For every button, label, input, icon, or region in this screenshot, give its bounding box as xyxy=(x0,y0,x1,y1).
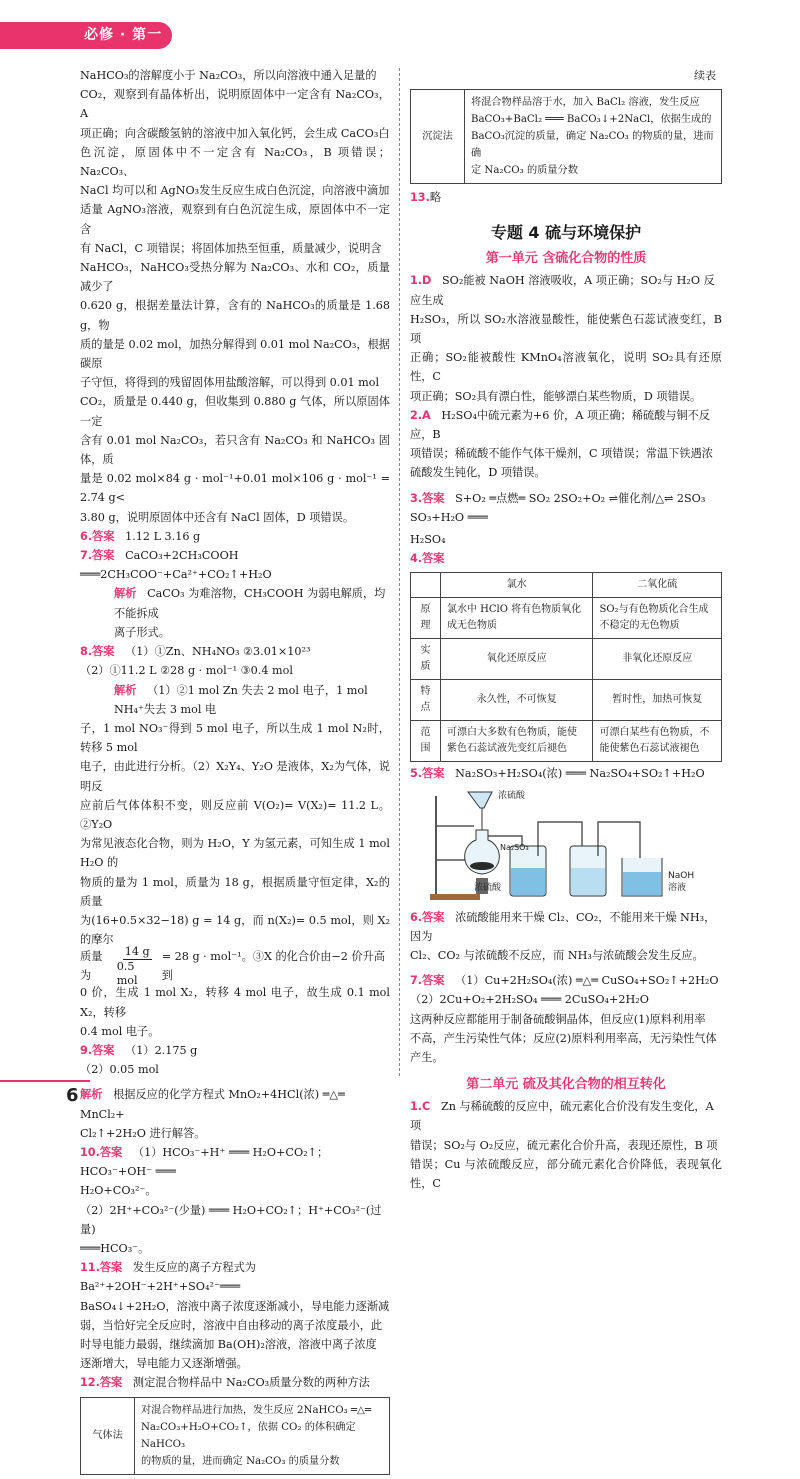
q9-explanation: 解析 根据反应的化学方程式 MnO₂+4HCl(浓) ═△═ MnCl₂+ xyxy=(80,1088,345,1121)
table-row: 沉淀法 将混合物样品溶于水，加入 BaCl₂ 溶液，发生反应 BaCO₃+BaCl₂ ═══ BaCO₃↓+2NaCl，依据生成的 BaCO₃沉淀的质量，确定 Na₂CO₃ 的物质的量，进而确 定 Na₂CO₃ 的质量分数 xyxy=(411,90,722,184)
right-column: 续表 沉淀法 将混合物样品溶于水，加入 BaCl₂ 溶液，发生反应 BaCO₃+BaCl₂ ═══ BaCO₃↓+2NaCl，依据生成的 BaCO₃沉淀的质量，确定 Na₂CO₃ 的物质的量，进而确 定 Na₂CO₃ 的质量分数 13.略 专题 4 硫与环境保护 第一单元 含硫化合物的性质 1.D SO₂能被 NaOH 溶液吸收，A 项正确；SO₂与 H₂O 反应生成 H₂SO₃，所以 SO₂水溶液显酸性，能使紫色石蕊试液变红，B 项 正确；SO₂能被酸性 KMnO₄溶液氧化，说明 SO₂具有还原性，C 项正确；SO₂具有漂白性，能够漂白某些物质，D 项错误。 2.A H₂SO₄中硫元素为+6 价，A 项正确；稀硫酸与铜不反应，B 项错误；稀硫酸不能作气体干燥剂，C 项错误；常温下铁遇浓 硫酸发生钝化，D 项错误。 3.答案 S+O₂ ═点燃═ SO₂ 2SO₂+O₂ ⇌催化剂/△⇌ 2SO₃ SO₃+H₂O ═══ H₂SO₄ 4.答案 氯水 二氧化硫 原理 氯水中 HClO 将有色物质氧化成无色物质 SO₂与有色物质化合生成不稳定的无色物质 实质 氧化还原反应 非氧化还原反应 特点 永久性，不可恢复 暂时性，加热可恢复 范围 可漂白大多数有色物质，能使紫色石蕊试液先变红后褪色 可漂白某些有色物质，不能使紫色石蕊试液褪色 5.答案 Na₂SO₃+H₂SO₄(浓) ═══ Na₂SO₄+SO₂↑+H₂O 浓硫酸 Na₂SO₃ 浓硫酸 NaOH 溶液 6.答案 浓硫酸能用来干燥 Cl₂、CO₂，不能用来干燥 NH₃，因为 Cl₂、CO₂ 与浓硫酸不反应，而 NH₃与浓硫酸会发生反应。 7.答案 （1）Cu+2H₂SO₄(浓) ═△═ CuSO₄+SO₂↑+2H₂O （2）2Cu+O₂+2H₂SO₄ ═══ 2CuSO₄+2H₂O 这两种反应都能用于制备硫酸铜晶体，但反应(1)原料利用率 不高，产生污染性气体；反应(2)原料利用率高，无污染性气体 产生。 第二单元 硫及其化合物的相互转化 1.C Zn 与稀硫酸的反应中，硫元素化合价没有发生变化，A 项 错误；SO₂与 O₂反应，硫元素化合价升高，表现还原性，B 项 错误；Cu 与浓硫酸反应，部分硫元素化合价降低，表现氧化性，C xyxy=(410,66,722,1193)
bottle-2-liquid xyxy=(571,868,605,895)
label-naoh: NaOH xyxy=(668,870,695,881)
label-na2so3: Na₂SO₃ xyxy=(500,842,529,852)
q7-answer: 7.答案 CaCO₃+2CH₃COOH ═══2CH₃COO⁻+Ca²⁺+CO₂↑+H₂O xyxy=(80,549,272,582)
flask-solid xyxy=(470,862,494,870)
topic-title: 专题 4 硫与环境保护 xyxy=(490,223,642,243)
q11-answer: 11.答案 发生反应的离子方程式为 Ba²⁺+2OH⁻+2H⁺+SO₄²⁻═══ xyxy=(80,1261,256,1294)
u2-q1: 1.C Zn 与稀硫酸的反应中，硫元素化合价没有发生变化，A 项 xyxy=(410,1100,714,1133)
fraction: 14 g 0.5 mol xyxy=(116,944,150,987)
q9-answer: 9.答案 （1）2.175 g xyxy=(80,1043,198,1057)
q7-explanation: 解析 CaCO₃ 为难溶物，CH₃COOH 为弱电解质，均不能拆成 xyxy=(114,587,386,620)
page-number: 6 xyxy=(66,1085,79,1106)
q12-answer: 12.答案 测定混合物样品中 Na₂CO₃质量分数的两种方法 xyxy=(80,1376,370,1390)
column-divider xyxy=(399,68,400,1076)
unit1-title: 第一单元 含硫化合物的性质 xyxy=(485,251,647,267)
unit2-title: 第二单元 硫及其化合物的相互转化 xyxy=(466,1077,666,1093)
q12-method-table xyxy=(80,1397,390,1475)
section-tab: 必修 · 第一册 xyxy=(0,22,172,49)
bleaching-comparison-table xyxy=(410,572,722,762)
u1-q1: 1.D SO₂能被 NaOH 溶液吸收，A 项正确；SO₂与 H₂O 反应生成 xyxy=(410,274,715,307)
label-conc-acid: 浓硫酸 xyxy=(498,790,526,801)
table-row: 实质 氧化还原反应 非氧化还原反应 xyxy=(411,639,722,680)
footer-accent-line xyxy=(0,1080,90,1082)
q13-answer: 13.略 xyxy=(410,191,442,205)
table-row: 原理 氯水中 HClO 将有色物质氧化成无色物质 SO₂与有色物质化合生成不稳定的无色物质 xyxy=(411,598,722,639)
label-conc-acid-bottle: 浓硫酸 xyxy=(474,882,502,893)
u1-q2: 2.A H₂SO₄中硫元素为+6 价，A 项正确；稀硫酸与铜不反应，B xyxy=(410,408,711,442)
u1-q3: 3.答案 S+O₂ ═点燃═ SO₂ 2SO₂+O₂ ⇌催化剂/△⇌ 2SO₃ SO₃+H₂O ═══ xyxy=(410,491,706,524)
u1-q4: 4.答案 xyxy=(410,552,445,566)
bottle-1-liquid xyxy=(511,868,545,895)
q5-explanation-cont: NaHCO₃的溶解度小于 Na₂CO₃，所以向溶液中通入足量的 CO₂，观察到有晶体析出，说明原固体中一定含有 Na₂CO₃，A 项正确；向含碳酸氢钠的溶液中加入氧化钙，会生成 CaCO₃白 色沉淀，原固体中不一定含有 Na₂CO₃，B 项错误；Na₂CO₃、 NaCl 均可以和 AgNO₃发生反应生成白色沉淀，向溶液中滴加 适量 AgNO₃溶液，观察到有白色沉淀生成，原固体中不一定含 有 NaCl，C 项错误；将固体加热至恒重，质量减少，说明含 NaHCO₃，NaHCO₃受热分解为 Na₂CO₃、水和 CO₂，质量减少了 0.620 g，根据差量法计算，含有的 NaHCO₃的质量是 1.68 g，物 质的量是 0.02 mol，加热分解得到 0.01 mol Na₂CO₃，根据碳原 子守恒，将得到的残留固体用盐酸溶解，可以得到 0.01 mol CO₂，质量是 0.440 g，但收集到 0.880 g 气体，所以原固体一定 含有 0.01 mol Na₂CO₃，若只含有 Na₂CO₃ 和 NaHCO₃ 固体，质 量是 0.02 mol×84 g · mol⁻¹+0.01 mol×106 g · mol⁻¹ = 2.74 g< 3.80 g，说明原固体中还含有 NaCl 固体，D 项错误。 xyxy=(80,69,390,524)
q12-method-table-cont xyxy=(410,89,722,184)
beaker-liquid xyxy=(623,872,661,895)
continued-label: 续表 xyxy=(694,69,716,82)
q8-fraction-line: 质量为 14 g 0.5 mol = 28 g · mol⁻¹。③X 的化合价由−2 价升高到 xyxy=(80,944,386,987)
left-column: NaHCO₃的溶解度小于 Na₂CO₃，所以向溶液中通入足量的 CO₂，观察到有晶体析出，说明原固体中一定含有 Na₂CO₃，A 项正确；向含碳酸氢钠的溶液中加入氧化钙，会生成 CaCO₃白 色沉淀，原固体中不一定含有 Na₂CO₃，B 项错误；Na₂CO₃、 NaCl 均可以和 AgNO₃发生反应生成白色沉淀，向溶液中滴加 适量 AgNO₃溶液，观察到有白色沉淀生成，原固体中不一定含 有 NaCl，C 项错误；将固体加热至恒重，质量减少，说明含 NaHCO₃，NaHCO₃受热分解为 Na₂CO₃、水和 CO₂，质量减少了 0.620 g，根据差量法计算，含有的 NaHCO₃的质量是 1.68 g，物 质的量是 0.02 mol，加热分解得到 0.01 mol Na₂CO₃，根据碳原 子守恒，将得到的残留固体用盐酸溶解，可以得到 0.01 mol CO₂，质量是 0.440 g，但收集到 0.880 g 气体，所以原固体一定 含有 0.01 mol Na₂CO₃，若只含有 Na₂CO₃ 和 NaHCO₃ 固体，质 量是 0.02 mol×84 g · mol⁻¹+0.01 mol×106 g · mol⁻¹ = 2.74 g< 3.80 g，说明原固体中还含有 NaCl 固体，D 项错误。 6.答案 1.12 L 3.16 g 7.答案 CaCO₃+2CH₃COOH ═══2CH₃COO⁻+Ca²⁺+CO₂↑+H₂O 解析 CaCO₃ 为难溶物，CH₃COOH 为弱电解质，均不能拆成 离子形式。 8.答案 （1）①Zn、NH₄NO₃ ②3.01×10²³ （2）①11.2 L ②28 g · mol⁻¹ ③0.4 mol 解析 （1）②1 mol Zn 失去 2 mol 电子，1 mol NH₄⁺失去 3 mol 电 子，1 mol NO₃⁻得到 5 mol 电子，所以生成 1 mol N₂时，转移 5 mol 电子，由此进行分析。（2）X₂Y₄、Y₂O 是液体，X₂为气体，说明反 应前后气体体积不变，则反应前 V(O₂)= V(X₂)= 11.2 L。②Y₂O 为常见液态化合物，则为 H₂O，Y 为氢元素，可知生成 1 mol H₂O 的 物质的量为 1 mol，质量为 18 g，根据质量守恒定律，X₂的质量 为(16+0.5×32−18) g = 14 g，而 n(X₂)= 0.5 mol，则 X₂的摩尔 质量为 14 g 0.5 mol = 28 g · mol⁻¹。③X 的化合价由−2 价升高到 0 价，生成 1 mol X₂，转移 4 mol 电子，故生成 0.1 mol X₂，转移 0.4 mol 电子。 9.答案 （1）2.175 g （2）0.05 mol 解析 根据反应的化学方程式 MnO₂+4HCl(浓) ═△═ MnCl₂+ Cl₂↑+2H₂O 进行解答。 10.答案 （1）HCO₃⁻+H⁺ ═══ H₂O+CO₂↑；HCO₃⁻+OH⁻ ═══ H₂O+CO₃²⁻。 （2）2H⁺+CO₃²⁻(少量) ═══ H₂O+CO₂↑；H⁺+CO₃²⁻(过量) ═══HCO₃⁻。 11.答案 发生反应的离子方程式为 Ba²⁺+2OH⁻+2H⁺+SO₄²⁻═══ BaSO₄↓+2H₂O，溶液中离子浓度逐渐减小，导电能力逐渐减 弱，当恰好完全反应时，溶液中自由移动的离子浓度最小，此 时导电能力最弱，继续滴加 Ba(OH)₂溶液，溶液中离子浓度 逐渐增大，导电能力又逐渐增强。 12.答案 测定混合物样品中 Na₂CO₃质量分数的两种方法 气体法 对混合物样品进行加热，发生反应 2NaHCO₃ ═△═ Na₂CO₃+H₂O+CO₂↑，依据 CO₂ 的体积确定 NaHCO₃ 的物质的量，进而确定 Na₂CO₃ 的质量分数 xyxy=(80,66,390,1479)
stand-base xyxy=(430,894,480,900)
table-header-row: 氯水 二氧化硫 xyxy=(411,573,722,598)
label-solution: 溶液 xyxy=(668,882,687,893)
q6-answer: 6.答案 1.12 L 3.16 g xyxy=(80,529,201,543)
table-row: 特点 永久性，不可恢复 暂时性，加热可恢复 xyxy=(411,680,722,721)
table-row: 气体法 对混合物样品进行加热，发生反应 2NaHCO₃ ═△═ Na₂CO₃+H₂O+CO₂↑，依据 CO₂ 的体积确定 NaHCO₃ 的物质的量，进而确定 Na₂CO₃ 的质量分数 xyxy=(81,1397,390,1474)
dropping-funnel xyxy=(468,792,492,808)
so2-apparatus-figure xyxy=(414,786,714,904)
u1-q6: 6.答案 浓硫酸能用来干燥 Cl₂、CO₂，不能用来干燥 NH₃，因为 xyxy=(410,910,716,943)
table-row: 范围 可漂白大多数有色物质，能使紫色石蕊试液先变红后褪色 可漂白某些有色物质，不能使紫色石蕊试液褪色 xyxy=(411,721,722,762)
q10-answer: 10.答案 （1）HCO₃⁻+H⁺ ═══ H₂O+CO₂↑；HCO₃⁻+OH⁻ ═══ xyxy=(80,1145,329,1179)
u1-q5: 5.答案 Na₂SO₃+H₂SO₄(浓) ═══ Na₂SO₄+SO₂↑+H₂O xyxy=(410,767,705,781)
q8-answer: 8.答案 （1）①Zn、NH₄NO₃ ②3.01×10²³ xyxy=(80,645,311,659)
q8-explanation: 解析 （1）②1 mol Zn 失去 2 mol 电子，1 mol NH₄⁺失去 3 mol 电 xyxy=(114,683,368,716)
u1-q7: 7.答案 （1）Cu+2H₂SO₄(浓) ═△═ CuSO₄+SO₂↑+2H₂O xyxy=(410,974,719,988)
